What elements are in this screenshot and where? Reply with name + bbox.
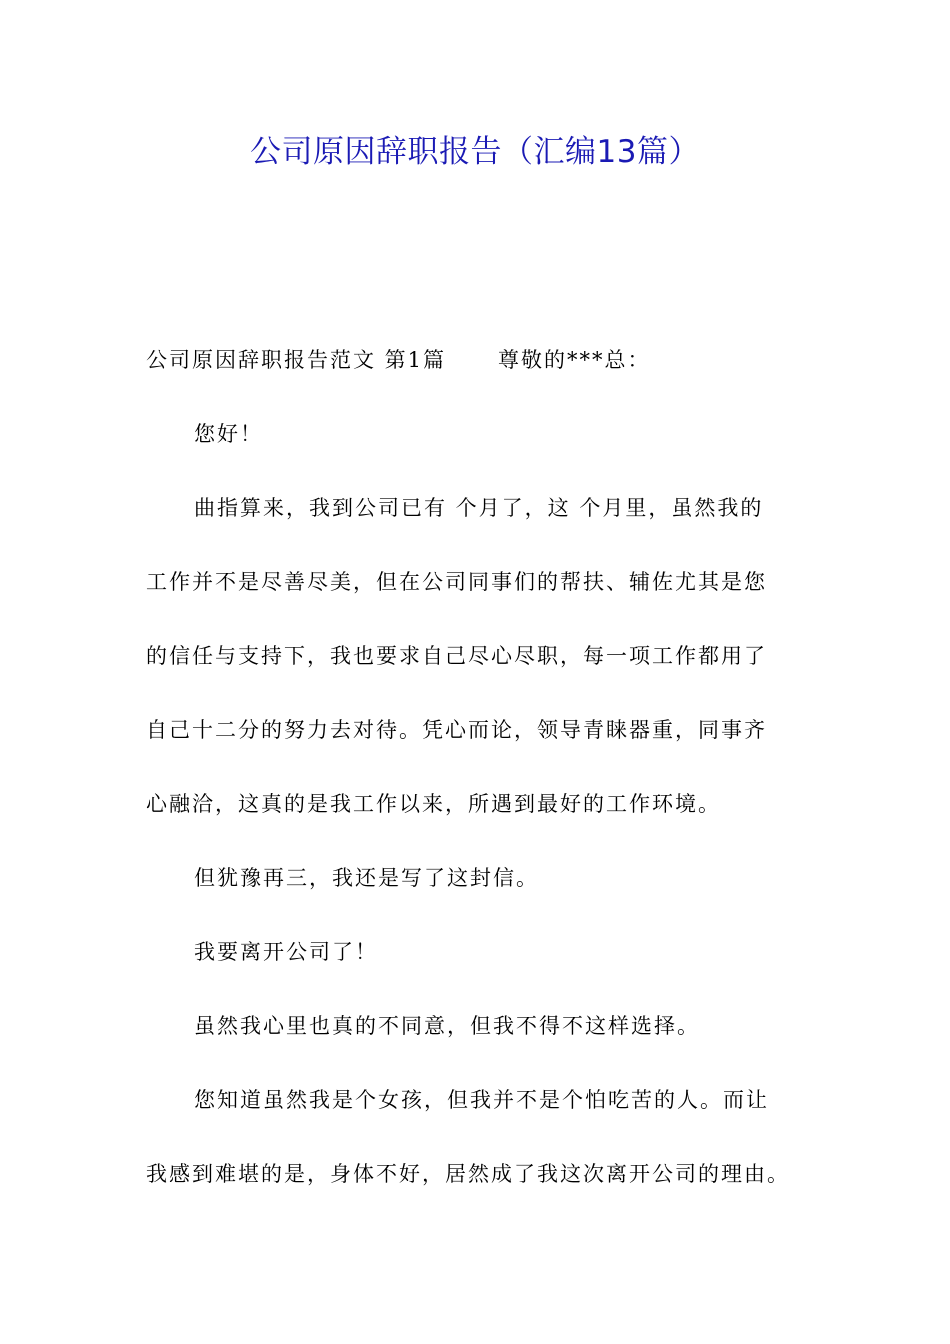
paragraph-3: 我要离开公司了！	[194, 940, 378, 964]
paragraph-1-line-1: 曲指算来，我到公司已有 个月了，这 个月里，虽然我的	[194, 496, 764, 520]
section-heading: 公司原因辞职报告范文 第1篇	[146, 348, 447, 372]
page-title: 公司原因辞职报告（汇编13篇）	[250, 134, 700, 170]
paragraph-5-line-2: 我感到难堪的是，身体不好，居然成了我这次离开公司的理由。	[146, 1162, 790, 1186]
document-body	[146, 338, 826, 1226]
salutation: 尊敬的***总：	[498, 348, 651, 372]
paragraph-2: 但犹豫再三，我还是写了这封信。	[194, 866, 539, 890]
paragraph-1-line-3: 的信任与支持下，我也要求自己尽心尽职，每一项工作都用了	[146, 644, 767, 668]
paragraph-1-line-5: 心融洽，这真的是我工作以来，所遇到最好的工作环境。	[146, 792, 721, 816]
paragraph-1-line-4: 自己十二分的努力去对待。凭心而论，领导青睐器重，同事齐	[146, 718, 767, 742]
heading-line	[146, 338, 826, 412]
paragraph-1-line-2: 工作并不是尽善尽美，但在公司同事们的帮扶、辅佐尤其是您	[146, 570, 767, 594]
paragraph-4: 虽然我心里也真的不同意，但我不得不这样选择。	[194, 1014, 700, 1038]
paragraph-5-line-1: 您知道虽然我是个女孩，但我并不是个怕吃苦的人。而让	[194, 1088, 769, 1112]
greeting: 您好！	[194, 422, 263, 446]
